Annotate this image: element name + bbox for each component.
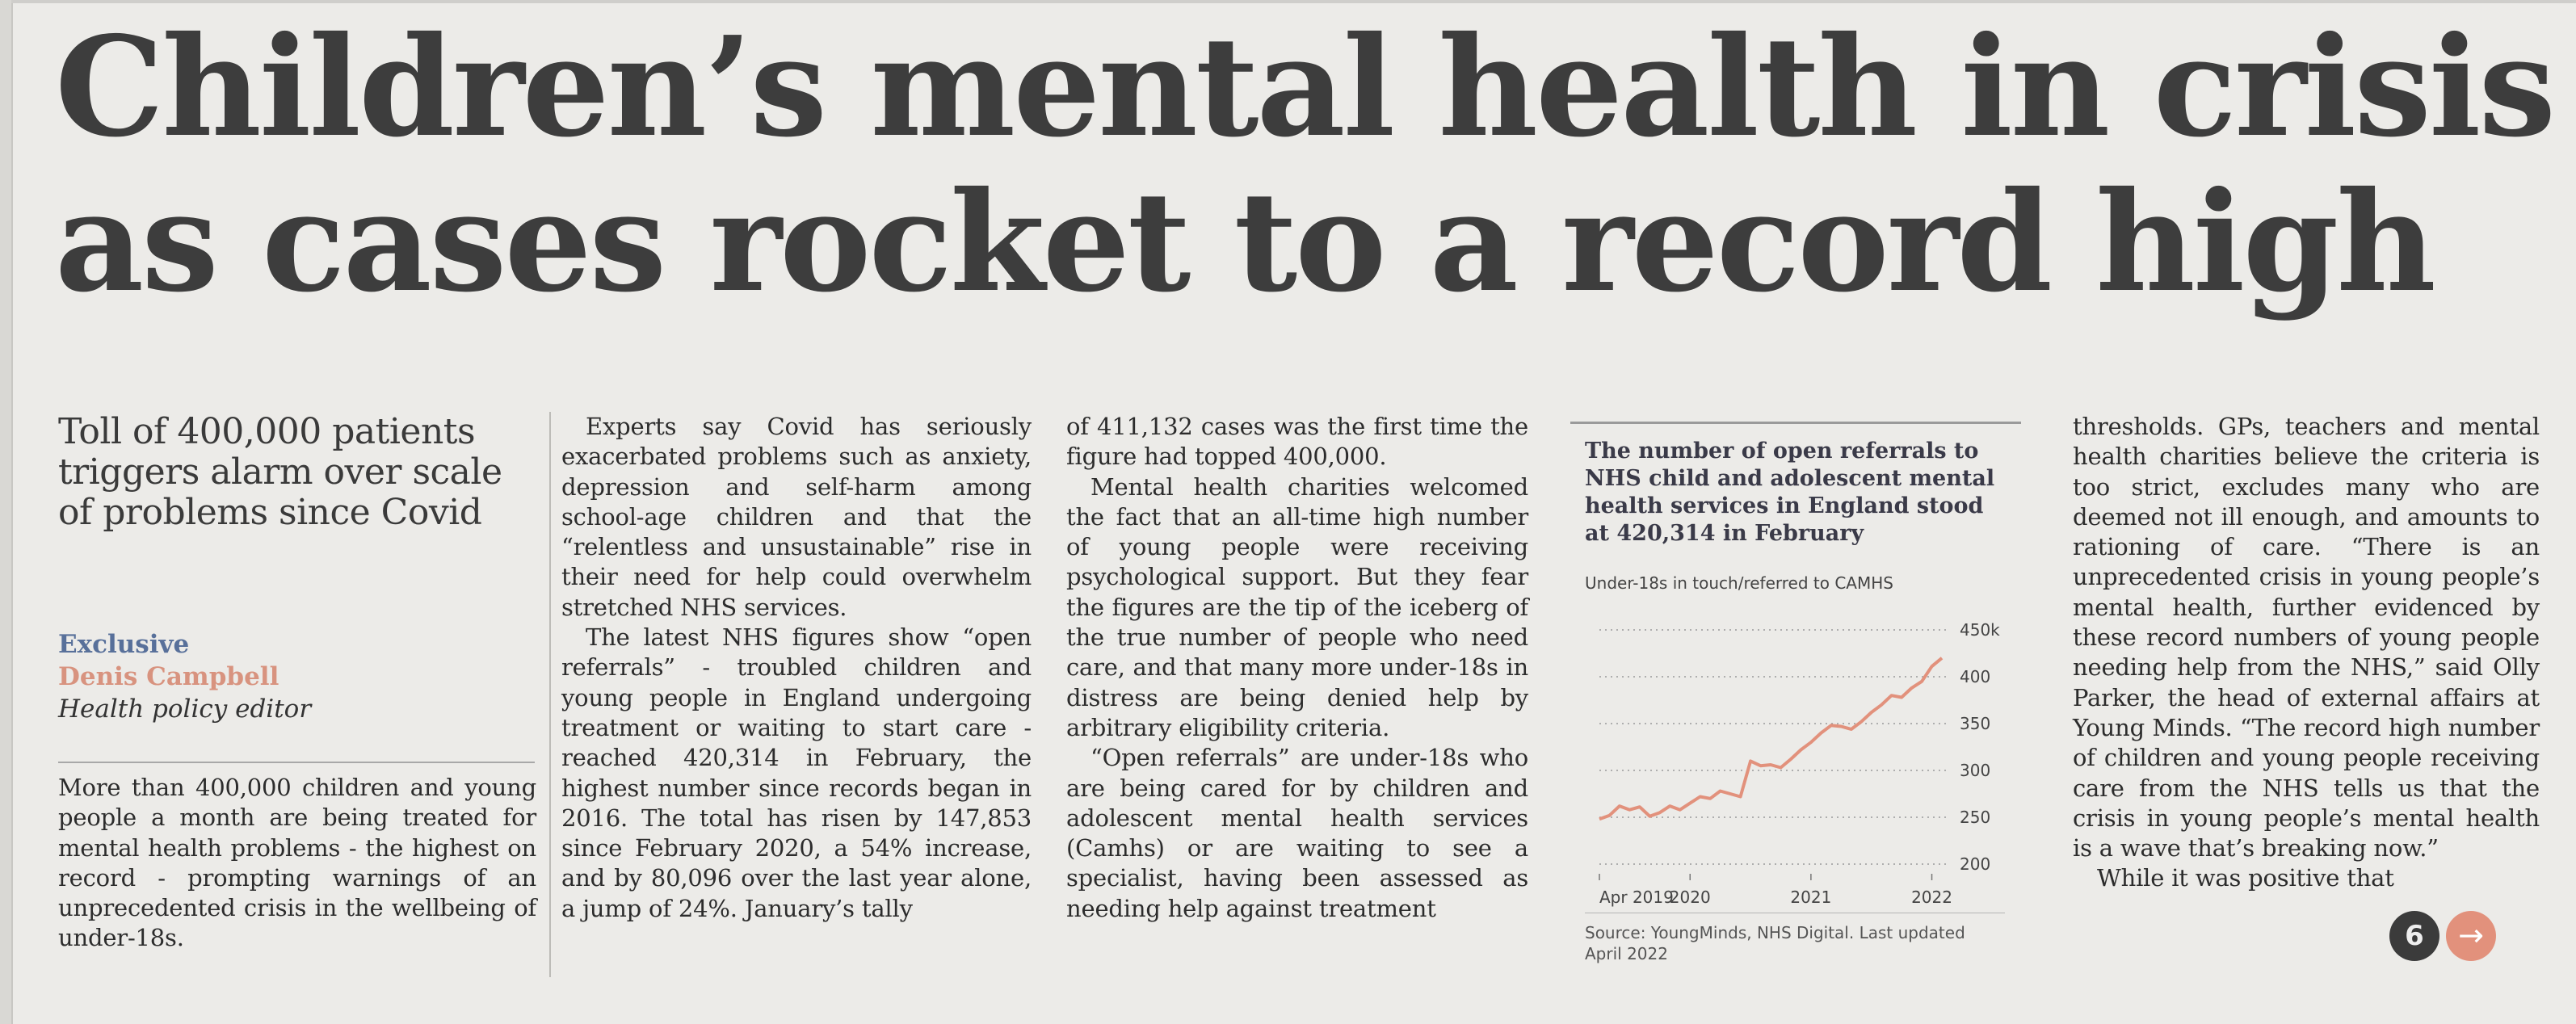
x-tick-label: 2022 [1911,888,1952,907]
headline-line-1: Children’s mental health in crisis [55,6,2554,168]
x-tick-label: 2020 [1669,888,1711,907]
paragraph: “Open referrals” are under-18s who are being cared for by children and adolescent mental health services (Camhs) or are waiting to see a specialist, having been assessed as needing help against treatment [1066,744,1528,922]
byline-divider [58,762,535,763]
chart-title: The number of open referrals to NHS child and adolescent mental health services in England stood at 420,314 in February [1585,439,1995,546]
headline [55,6,2554,323]
y-tick-label: 400 [1960,667,1991,686]
byline-exclusive-tag: Exclusive [58,630,190,659]
x-tick-label: Apr 2019 [1599,888,1674,907]
x-tick-label: 2021 [1790,888,1832,907]
paragraph: Mental health charities welcomed the fact that an all-time high number of young people were receiving psychological support. But they fear the figures are the tip of the iceberg of the true number of people who need care, and that many more under-18s in distress are being denied help by arbitrary eligibility criteria. [1066,472,1528,741]
paper-edge [0,0,13,1024]
y-tick-label: 450k [1960,620,2000,640]
top-rule [11,0,2576,3]
page-number-badge: 6 [2389,911,2439,961]
chart-top-rule [1570,422,2021,424]
paragraph: More than 400,000 children and young people a month are being treated for mental health problems - the highest on record - prompting warnings of an unprecedented crisis in the wellbeing of under-18s. [58,774,536,952]
column-1 [58,773,536,954]
column-5 [2073,412,2540,894]
series-line [1599,658,1942,820]
y-tick-label: 250 [1960,808,1991,827]
column-divider [549,412,551,977]
line-chart [1570,590,2021,913]
column-3 [1066,412,1528,924]
byline [58,628,543,725]
paragraph: Experts say Covid has seriously exacerbated problems such as anxiety, depression and self-harm among school-age children and that the “relentless and unsustainable” rise in their need for help could overwhelm stretched NHS services. [561,413,1032,621]
chart-panel [1570,412,2021,993]
chart-source: Source: YoungMinds, NHS Digital. Last updated April 2022 [1585,923,1965,963]
column-2 [561,412,1032,924]
y-tick-label: 200 [1960,854,1991,874]
y-tick-label: 350 [1960,714,1991,733]
chart-subtitle: Under-18s in touch/referred to CAMHS [1585,573,1893,593]
byline-role: Health policy editor [58,695,312,724]
paragraph: thresholds. GPs, teachers and mental health charities believe the criteria is too strict, excludes many who are deemed not ill enough, and amounts to rationing of care. “There is an unprecedented crisis in young people’s mental health, further evidenced by these record numbers of young people needing help from the NHS,” said Olly Parker, the head of external affairs at Young Minds. “The record high number of children and young people receiving care from the NHS tells us that the crisis in young people’s mental health is a wave that’s breaking now.” [2073,413,2540,862]
headline-line-2: as cases rocket to a record high [55,162,2434,323]
paragraph: The latest NHS figures show “open referrals” - troubled children and young people in England undergoing treatment or waiting to start care - reached 420,314 in February, the highest number since records began in 2016. The total has risen by 147,853 since February 2020, a 54% increase, and by 80,096 over the last year alone, a jump of 24%. January’s tally [561,623,1032,922]
paragraph: While it was positive that [2097,864,2394,892]
standfirst: Toll of 400,000 patients triggers alarm over scale of problems since Covid [58,411,502,533]
paragraph: of 411,132 cases was the first time the figure had topped 400,000. [1066,413,1528,471]
next-page-arrow-icon[interactable]: → [2446,911,2496,961]
y-tick-label: 300 [1960,761,1991,780]
byline-author: Denis Campbell [58,662,279,691]
